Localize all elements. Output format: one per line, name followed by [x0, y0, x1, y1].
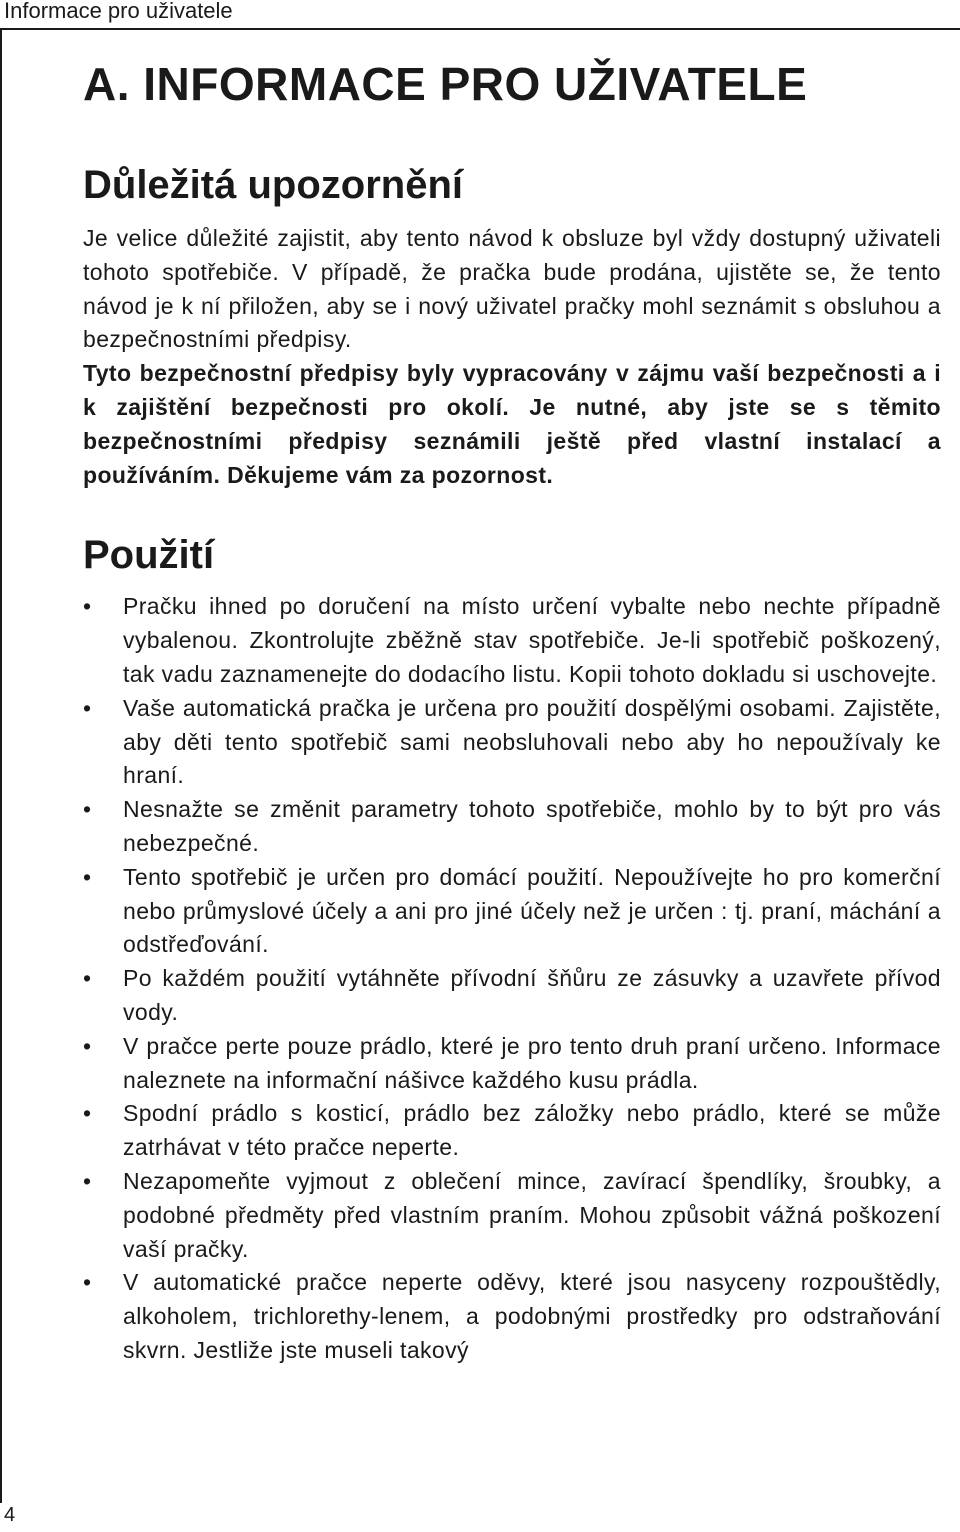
bullet-icon: • [83, 863, 92, 890]
bullet-icon: • [83, 1100, 92, 1127]
list-item-text: Spodní prádlo s kosticí, prádlo bez záložky nebo prádlo, které se může zatrhávat v této pračce neperte. [123, 1100, 941, 1161]
list-item [83, 962, 941, 1030]
header-rule [0, 28, 960, 30]
list-item-text: Nezapomeňte vyjmout z oblečení mince, zavírací špendlíky, šroubky, a podobné předměty před vlastním praním. Mohou způsobit vážná poškození vaší pračky. [123, 1167, 941, 1262]
list-item [83, 692, 941, 793]
bullet-icon: • [83, 965, 92, 992]
bullet-icon: • [83, 1032, 92, 1059]
section-title: A. INFORMACE PRO UŽIVATELE [83, 58, 808, 110]
list-item [83, 1266, 941, 1367]
page-content [83, 52, 941, 1368]
list-item [83, 1097, 941, 1165]
use-heading: Použití [83, 533, 215, 578]
running-header: Informace pro uživatele [4, 0, 233, 23]
page-number: 4 [4, 1504, 16, 1526]
list-item-text: V automatické pračce neperte oděvy, které jsou nasyceny rozpouštědly, alkoholem, trichlorethy-lenem, a podobnými prostředky pro odstraňování skvrn. Jestliže jste museli takový [123, 1269, 941, 1363]
use-list [83, 590, 941, 1367]
bullet-icon: • [83, 593, 92, 620]
list-item-text: Nesnažte se změnit parametry tohoto spotřebiče, mohlo by to být pro vás nebezpečné. [123, 796, 941, 856]
intro-paragraph: Je velice důležité zajistit, aby tento návod k obsluze byl vždy dostupný uživateli tohoto spotřebiče. V případě, že pračka bude prodána, ujistěte se, že tento návod je k ní přiložen, aby se i nový uživatel pračky mohl seznámit s obsluhou a bezpečnostními předpisy. [83, 225, 941, 353]
bullet-icon: • [83, 1269, 92, 1296]
bullet-icon: • [83, 694, 92, 721]
list-item-text: Tento spotřebič je určen pro domácí použití. Nepoužívejte ho pro komerční nebo průmyslové účely a ani pro jiné účely než je určen : tj. praní, máchání a odstřeďování. [123, 863, 941, 958]
important-heading: Důležitá upozornění [83, 163, 463, 207]
margin-rule [0, 28, 2, 1503]
list-item-text: Pračku ihned po doručení na místo určení vybalte nebo nechte případně vybalenou. Zkontrolujte zběžně stav spotřebiče. Je-li spotřebič poškozený, tak vadu zaznamenejte do dodacího listu. Kopii tohoto dokladu si uschovejte. [123, 593, 941, 687]
list-item [83, 1030, 941, 1098]
bullet-icon: • [83, 796, 92, 823]
list-item [83, 793, 941, 861]
list-item-text: Vaše automatická pračka je určena pro použití dospělými osobami. Zajistěte, aby děti tento spotřebič sami neobsluhovali nebo aby ho nepoužívaly ke hraní. [123, 694, 941, 789]
safety-notice-paragraph: Tyto bezpečnostní předpisy byly vypracovány v zájmu vaší bezpečnosti a i k zajištění bezpečnosti pro okolí. Je nutné, aby jste se s těmito bezpečnostními předpisy seznámili ještě před vlastní instalací a používáním. Děkujeme vám za pozornost. [83, 360, 941, 488]
list-item [83, 1165, 941, 1266]
list-item-text: V pračce perte pouze prádlo, které je pro tento druh praní určeno. Informace naleznete na informační nášivce každého kusu prádla. [123, 1032, 941, 1093]
list-item [83, 861, 941, 962]
list-item-text: Po každém použití vytáhněte přívodní šňůru ze zásuvky a uzavřete přívod vody. [123, 965, 941, 1025]
list-item [83, 590, 941, 691]
bullet-icon: • [83, 1167, 92, 1194]
